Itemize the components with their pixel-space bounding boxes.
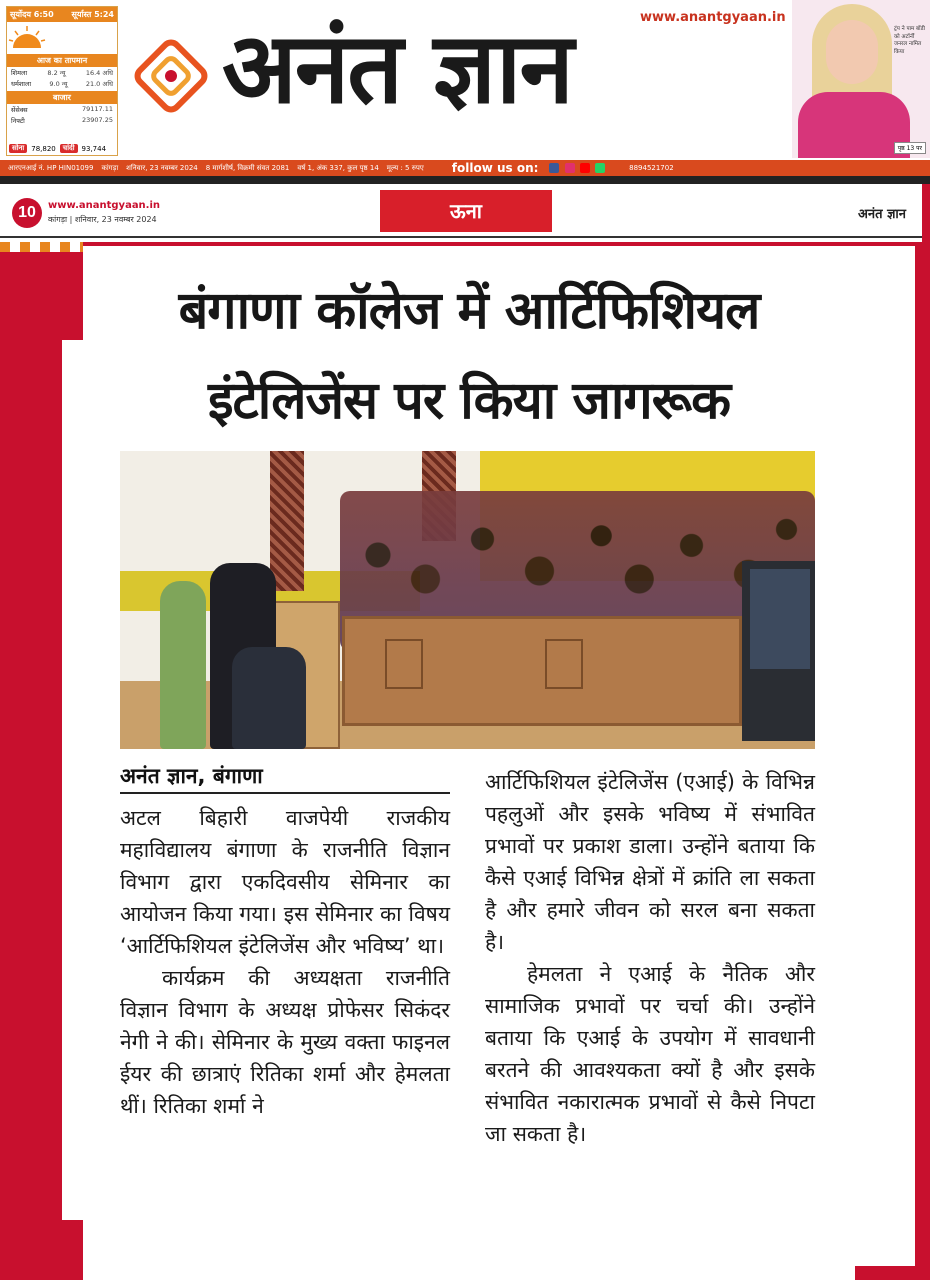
lattice-window <box>270 451 304 591</box>
newspaper-title: अनंत ज्ञान <box>222 12 572 126</box>
silver-value: 93,744 <box>81 144 107 153</box>
sun-times <box>7 7 117 22</box>
section-tab-una: ऊना <box>380 190 552 232</box>
article-column-left <box>120 802 450 1122</box>
article-headline <box>83 266 855 446</box>
instagram-icon[interactable] <box>565 163 575 173</box>
promo-photo <box>792 0 930 158</box>
gold-label: सोना <box>9 144 27 153</box>
article-dateline: अनंत ज्ञान, बंगाणा <box>120 764 263 788</box>
phone-number: 8894521702 <box>629 164 674 172</box>
follow-label: follow us on: <box>451 161 539 175</box>
front-desk <box>342 616 742 726</box>
weather-market-box <box>6 6 118 156</box>
info-strip <box>0 160 930 176</box>
adjacent-clipping-fragment <box>0 242 83 252</box>
speaker-person <box>160 581 206 749</box>
audience-person <box>232 647 306 749</box>
whatsapp-icon[interactable] <box>595 163 605 173</box>
adjacent-article-right <box>855 246 915 1266</box>
headline-line-2: इंटेलिजेंस पर किया जागरूक <box>207 371 730 431</box>
edition-place: कांगड़ा <box>101 163 119 172</box>
market-row: सेंसेक्स 79117.11 <box>11 105 113 114</box>
adjacent-article-left <box>62 340 83 1220</box>
promo-note: ट्रंप ने पाम बोंडी को अटॉर्नी जनरल नामित किया <box>894 26 925 56</box>
temp-row: शिमला 8.2 न्यू 16.4 अधि <box>11 69 113 77</box>
page-dateline: कांगड़ा | शनिवार, 23 नवम्बर 2024 <box>48 215 157 224</box>
paragraph: कार्यक्रम की अध्यक्षता राजनीति विज्ञान विभाग के अध्यक्ष प्रोफेसर सिकंदर नेगी ने की। सेमिनार के मुख्य वक्ता फाइनल ईयर की छात्राएं रितिका शर्मा और हेमलता थीं। रितिका शर्मा ने <box>120 966 450 1118</box>
youtube-icon[interactable] <box>580 163 590 173</box>
newspaper-logo-icon <box>130 28 212 124</box>
page-brand: अनंत ज्ञान <box>858 207 906 222</box>
hindu-calendar: 8 मार्गशीर्ष, विक्रमी संवत 2081 <box>205 163 290 172</box>
price: मूल्य : 5 रुपए <box>386 163 424 172</box>
newspaper-masthead <box>0 0 930 160</box>
silver-label: चांदी <box>60 144 78 153</box>
masthead-divider <box>0 176 930 184</box>
issue-info: वर्ष 1, अंक 337, कुल पृष्ठ 14 <box>297 163 379 172</box>
page-header <box>0 184 922 242</box>
sun-icon <box>7 24 47 50</box>
facebook-icon[interactable] <box>549 163 559 173</box>
market-row: निफ्टी 23907.25 <box>11 116 113 125</box>
gold-value: 78,820 <box>31 144 56 153</box>
page-number: 10 <box>12 198 42 228</box>
article-column-right <box>485 766 815 1150</box>
metal-prices <box>9 144 115 153</box>
header-rule <box>0 236 922 238</box>
promo-page-ref: पृष्ठ 13 पर <box>894 142 926 154</box>
market-heading: बाजार <box>7 91 117 104</box>
seminar-photo <box>120 451 815 749</box>
sunset-time: सूर्यास्त 5:24 <box>71 10 114 19</box>
temperature-heading: आज का तापमान <box>7 54 117 67</box>
paragraph: आर्टिफिशियल इंटेलिजेंस (एआई) के विभिन्न पहलुओं और इसके भविष्य में संभावित प्रभावों पर प्रकाश डाला। उन्होंने बताया कि कैसे एआई विभिन्न क्षेत्रों में क्रांति ला सकता है और हमारे जीवन को सरल बना सकता है। <box>485 770 815 954</box>
social-icons <box>546 163 605 173</box>
sunrise-time: सूर्योदय 6:50 <box>10 10 54 19</box>
paragraph: हेमलता ने एआई के नैतिक और सामाजिक प्रभावों पर चर्चा की। उन्होंने बताया कि एआई के उपयोग में सावधानी बरतने की आवश्यकता क्यों है और इसके संभावित नकारात्मक प्रभावों से कैसे निपटा जा सकता है। <box>485 962 815 1146</box>
edition-date: शनिवार, 23 नवम्बर 2024 <box>126 163 198 172</box>
site-url-link[interactable]: www.anantgyaan.in <box>640 10 786 25</box>
rni-number: आरएनआई नं. HP HIN01099 <box>8 163 94 172</box>
headline-line-1: बंगाणा कॉलेज में आर्टिफिशियल <box>178 281 760 341</box>
article-clipping <box>83 246 855 1280</box>
page-site-url: www.anantgyaan.in <box>48 200 161 211</box>
laptop <box>742 561 815 741</box>
paragraph: अटल बिहारी वाजपेयी राजकीय महाविद्यालय बंगाणा के राजनीति विज्ञान विभाग द्वारा एकदिवसीय सेमिनार का आयोजन किया गया। इस सेमिनार का विषय ‘आर्टिफिशियल इंटेलिजेंस और भविष्य’ था। <box>120 806 450 958</box>
temp-row: धर्मशाला 9.0 न्यू 21.0 अधि <box>11 80 113 88</box>
